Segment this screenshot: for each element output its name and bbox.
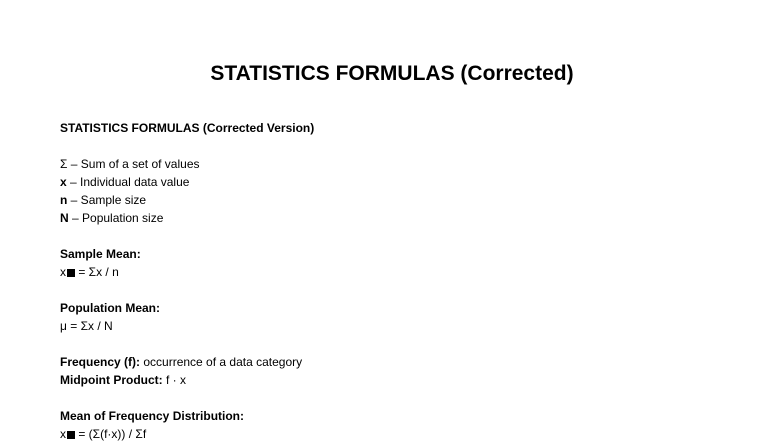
definition-text: – Population size bbox=[68, 211, 164, 225]
missing-glyph-icon bbox=[67, 431, 75, 439]
midpoint-product-line bbox=[60, 371, 760, 389]
definition-n bbox=[60, 191, 760, 209]
definition-sum bbox=[60, 155, 760, 173]
formula-expression: = (Σ(f·x)) / Σf bbox=[75, 427, 147, 441]
definition-N bbox=[60, 209, 760, 227]
spacer bbox=[60, 227, 760, 245]
mean-frequency-distribution-heading: Mean of Frequency Distribution: bbox=[60, 409, 245, 423]
spacer bbox=[60, 335, 760, 353]
frequency-line bbox=[60, 353, 760, 371]
sample-mean-heading: Sample Mean: bbox=[60, 247, 141, 261]
frequency-label: Frequency (f): bbox=[60, 355, 141, 369]
definition-symbol: n bbox=[60, 193, 68, 207]
midpoint-product-label: Midpoint Product: bbox=[60, 373, 163, 387]
population-mean-heading: Population Mean: bbox=[60, 301, 160, 315]
definition-symbol: N bbox=[60, 211, 69, 225]
formula-variable: x bbox=[60, 265, 66, 279]
missing-glyph-icon bbox=[67, 269, 75, 277]
formula-expression: = Σx / n bbox=[75, 265, 119, 279]
document-subtitle: STATISTICS FORMULAS (Corrected Version) bbox=[60, 121, 315, 135]
document-body bbox=[60, 119, 760, 443]
midpoint-product-text: f · x bbox=[162, 373, 186, 387]
spacer bbox=[60, 389, 760, 407]
definition-symbol: Σ bbox=[60, 157, 68, 171]
mean-frequency-distribution-formula bbox=[60, 425, 760, 443]
spacer bbox=[60, 281, 760, 299]
page-title: STATISTICS FORMULAS (Corrected) bbox=[210, 62, 574, 85]
definition-text: – Individual data value bbox=[66, 175, 190, 189]
spacer bbox=[60, 137, 760, 155]
sample-mean-formula bbox=[60, 263, 760, 281]
population-mean-formula: μ = Σx / N bbox=[60, 319, 113, 333]
formula-variable: x bbox=[60, 427, 66, 441]
definition-symbol: x bbox=[60, 175, 67, 189]
definition-x bbox=[60, 173, 760, 191]
definition-text: – Sample size bbox=[67, 193, 147, 207]
frequency-text: occurrence of a data category bbox=[140, 355, 303, 369]
definition-text: – Sum of a set of values bbox=[67, 157, 200, 171]
